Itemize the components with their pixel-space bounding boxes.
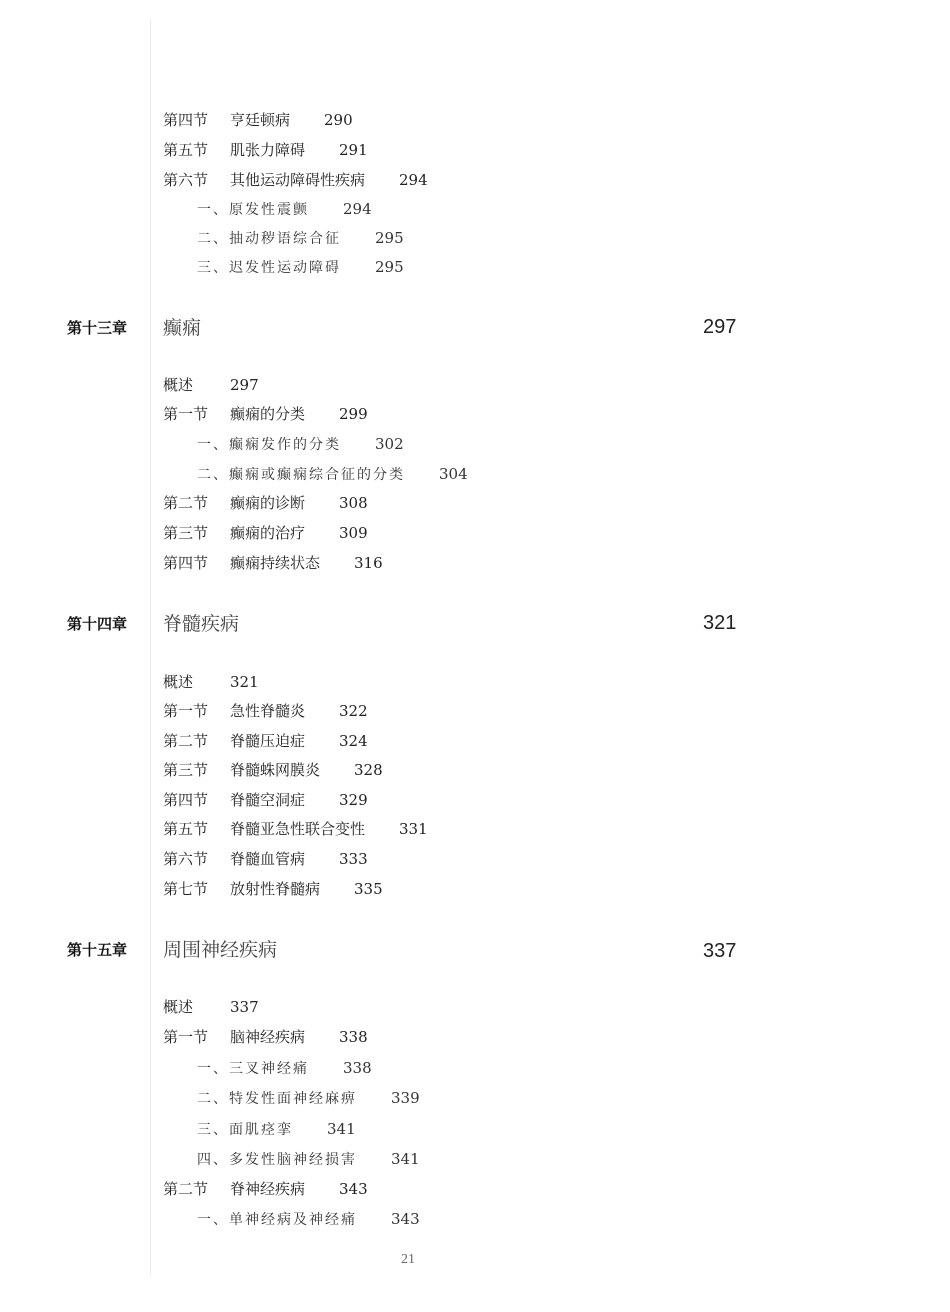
toc-section: 第一节 癫痫的分类 299: [163, 405, 368, 423]
toc-section: 第三节 癫痫的治疗 309: [163, 524, 368, 542]
toc-section: 第四节 脊髓空洞症 329: [163, 791, 368, 809]
chapter-label: 第十五章: [67, 941, 128, 959]
toc-section: 概述 321: [163, 673, 259, 691]
chapter-title: 脊髓疾病: [163, 613, 240, 635]
chapter-title: 癫痫: [163, 317, 202, 339]
toc-section: 第二节 脊髓压迫症 324: [163, 732, 368, 750]
chapter-page: 337: [703, 940, 737, 962]
toc-section: 第一节 急性脊髓炎 322: [163, 702, 368, 720]
toc-subsection: 二、抽动秽语综合征 295: [197, 229, 404, 247]
toc-section: 第三节 脊髓蛛网膜炎 328: [163, 761, 383, 779]
toc-subsection: 三、迟发性运动障碍 295: [197, 258, 404, 276]
toc-section: 第四节 癫痫持续状态 316: [163, 554, 383, 572]
toc-section: 第七节 放射性脊髓病 335: [163, 880, 383, 898]
chapter-page: 321: [703, 612, 737, 634]
toc-subsection: 一、癫痫发作的分类 302: [197, 435, 404, 453]
page-number: 21: [401, 1252, 415, 1267]
margin-rule: [150, 20, 151, 1275]
toc-section: 第五节 肌张力障碍 291: [163, 141, 368, 159]
toc-section: 第二节 癫痫的诊断 308: [163, 494, 368, 512]
toc-section: 概述 297: [163, 376, 259, 394]
toc-subsection: 一、单神经病及神经痛 343: [197, 1210, 420, 1228]
toc-subsection: 一、三叉神经痛 338: [197, 1059, 372, 1077]
toc-subsection: 二、特发性面神经麻痹 339: [197, 1089, 420, 1107]
toc-subsection: 一、原发性震颤 294: [197, 200, 372, 218]
chapter-title: 周围神经疾病: [163, 939, 278, 961]
toc-subsection: 四、多发性脑神经损害 341: [197, 1150, 420, 1168]
chapter-page: 297: [703, 316, 737, 338]
toc-section: 第二节 脊神经疾病 343: [163, 1180, 368, 1198]
chapter-label: 第十四章: [67, 615, 128, 633]
toc-section: 概述 337: [163, 998, 259, 1016]
toc-section: 第六节 其他运动障碍性疾病 294: [163, 171, 428, 189]
toc-subsection: 二、癫痫或癫痫综合征的分类 304: [197, 465, 468, 483]
toc-section: 第四节 亨廷顿病 290: [163, 111, 353, 129]
toc-section: 第五节 脊髓亚急性联合变性 331: [163, 820, 428, 838]
toc-section: 第一节 脑神经疾病 338: [163, 1028, 368, 1046]
toc-section: 第六节 脊髓血管病 333: [163, 850, 368, 868]
toc-subsection: 三、面肌痉挛 341: [197, 1120, 356, 1138]
chapter-label: 第十三章: [67, 319, 128, 337]
